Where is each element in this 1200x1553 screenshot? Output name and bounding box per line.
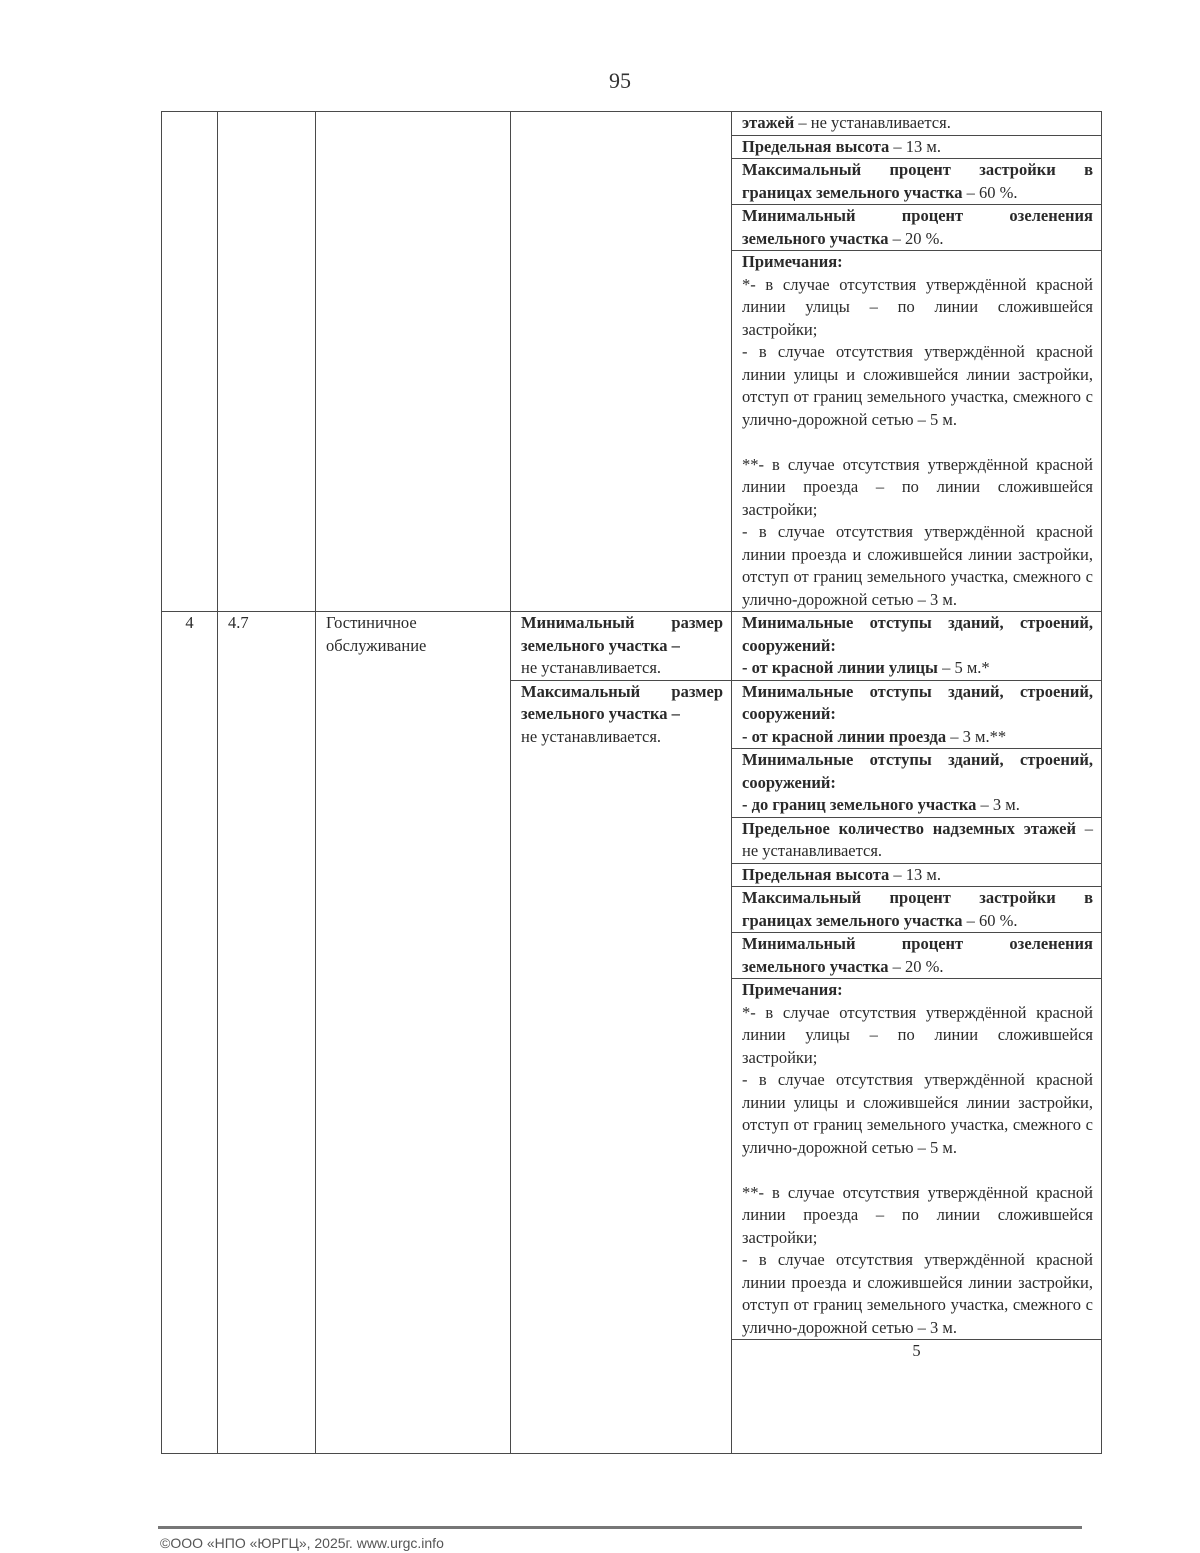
zoning-regulations-table bbox=[161, 111, 1102, 1454]
notes-cell: Примечания: *- в случае отсутствия утверждённой красной линии улицы – по линии сложившейся застройки; - в случае отсутствия утверждённой красной линии улицы и сложившейся линии застройки, отступ от границ земельного участка, смежного с улично-дорожной сетью – 5 м. **- в случае отсутствия утверждённой красной линии проезда – по линии сложившейся застройки; - в случае отсутствия утверждённой красной линии проезда и сложившейся линии застройки, отступ от границ земельного участка, смежного с улично-дорожной сетью – 3 м. bbox=[732, 251, 1102, 612]
max-plot-size-cell: Максимальный размер земельного участка – не устанавливается. bbox=[511, 680, 732, 1453]
notes-cell: Примечания: *- в случае отсутствия утверждённой красной линии улицы – по линии сложившейся застройки; - в случае отсутствия утверждённой красной линии улицы и сложившейся линии застройки, отступ от границ земельного участка, смежного с улично-дорожной сетью – 5 м. **- в случае отсутствия утверждённой красной линии проезда – по линии сложившейся застройки; - в случае отсутствия утверждённой красной линии проезда и сложившейся линии застройки, отступ от границ земельного участка, смежного с улично-дорожной сетью – 3 м. bbox=[732, 979, 1102, 1340]
min-plot-size-cell: Минимальный размер земельного участка – не устанавливается. bbox=[511, 612, 732, 681]
empty-cell bbox=[218, 112, 316, 612]
use-name: Гостиничное обслуживание bbox=[316, 612, 511, 1454]
height-param-cell: Предельная высота – 13 м. bbox=[732, 863, 1102, 887]
height-param-cell: Предельная высота – 13 м. bbox=[732, 135, 1102, 159]
setback-border-cell: Минимальные отступы зданий, строений, сооружений: - до границ земельного участка – 3 м. bbox=[732, 749, 1102, 818]
footer-divider bbox=[158, 1526, 1082, 1529]
setback-street-cell: Минимальные отступы зданий, строений, сооружений: - от красной линии улицы – 5 м.* bbox=[732, 612, 1102, 681]
floors-param-cell: этажей – не устанавливается. bbox=[732, 112, 1102, 136]
table-row bbox=[162, 112, 1102, 136]
coverage-param-cell: Максимальный процент застройки в границах земельного участка – 60 %. bbox=[732, 159, 1102, 205]
use-code: 4.7 bbox=[218, 612, 316, 1454]
greening-param-cell: Минимальный процент озеленения земельного участка – 20 %. bbox=[732, 205, 1102, 251]
row-number: 5 bbox=[732, 1340, 1102, 1454]
floors-param-cell: Предельное количество надземных этажей – не устанавливается. bbox=[732, 817, 1102, 863]
setback-passage-cell: Минимальные отступы зданий, строений, сооружений: - от красной линии проезда – 3 м.** bbox=[732, 680, 1102, 749]
empty-cell bbox=[511, 112, 732, 612]
row-number: 4 bbox=[162, 612, 218, 1454]
page-number: 95 bbox=[609, 68, 631, 93]
coverage-param-cell: Максимальный процент застройки в границах земельного участка – 60 %. bbox=[732, 887, 1102, 933]
greening-param-cell: Минимальный процент озеленения земельного участка – 20 %. bbox=[732, 933, 1102, 979]
footer-copyright: ©ООО «НПО «ЮРГЦ», 2025г. www.urgc.info bbox=[160, 1535, 444, 1551]
empty-cell bbox=[316, 112, 511, 612]
empty-cell bbox=[162, 112, 218, 612]
table-row bbox=[162, 612, 1102, 681]
